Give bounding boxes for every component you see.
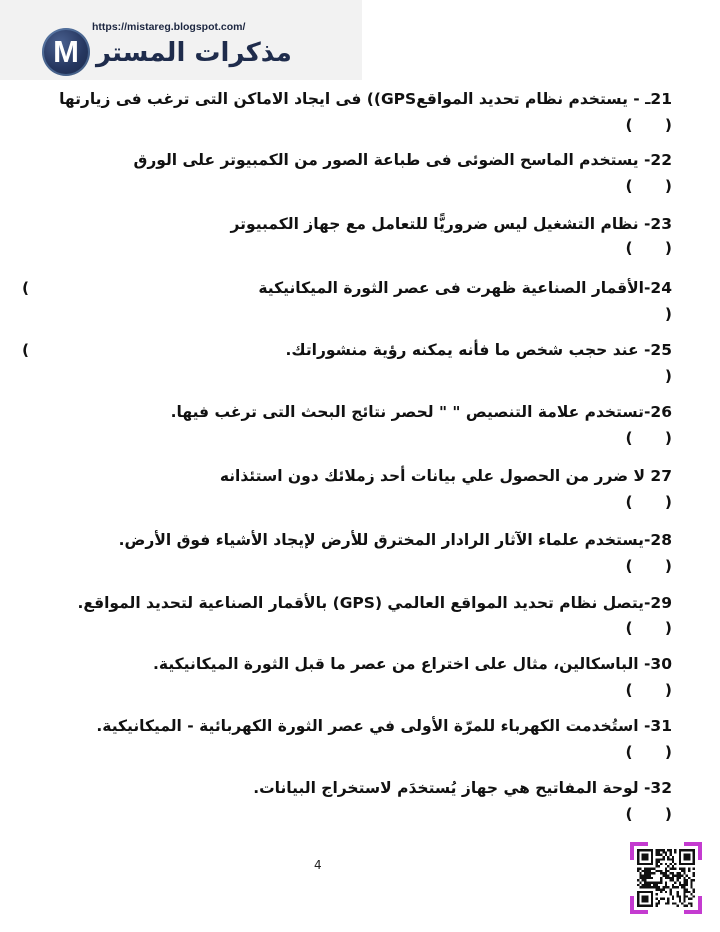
question-32-answer: ( ) (625, 805, 672, 823)
question-22-text: 22- يستخدم الماسح الضوئى فى طباعة الصور من الكمبيوتر على الورق (133, 151, 672, 169)
question-28-answer: ( ) (625, 557, 672, 575)
question-24-answer-open: ( (22, 279, 30, 297)
question-21-text: 21ـ - يستخدم نظام تحديد المواقعGPS)) فى ايجاد الاماكن التى ترغب فى زيارتها (59, 90, 672, 108)
question-29-answer: ( ) (625, 619, 672, 637)
brand-name: مذكرات المستر (96, 38, 292, 68)
qr-code-frame (630, 842, 702, 914)
question-22-answer: ( ) (625, 177, 672, 195)
question-25-answer-open: ( (22, 341, 30, 359)
question-30-text: 30- الباسكالين، مثال على اختراع من عصر ما قبل الثورة الميكانيكية. (153, 655, 672, 673)
question-29-text: 29-يتصل نظام تحديد المواقع العالمي (GPS) بالأقمار الصناعية لتحديد المواقع. (77, 594, 672, 612)
page-number: 4 (314, 858, 322, 872)
question-21-answer: ( ) (625, 116, 672, 134)
logo-mark: M (53, 34, 79, 69)
question-31-answer: ( ) (625, 743, 672, 761)
question-26-answer: ( ) (625, 429, 672, 447)
question-27-text: 27 لا ضرر من الحصول علي بيانات أحد زملائك دون استئذانه (219, 467, 672, 485)
question-31-text: 31- استُخدمت الكهرباء للمرّة الأولى في عصر الثورة الكهربائية - الميكانيكية. (96, 717, 672, 735)
site-url: https://mistareg.blogspot.com/ (92, 21, 246, 33)
brand-m-logo-icon (42, 28, 90, 76)
question-24-text: 24-الأقمار الصناعية ظهرت فى عصر الثورة الميكانيكية (258, 279, 672, 297)
question-25-text: 25- عند حجب شخص ما فأنه يمكنه رؤية منشوراتك. (285, 341, 672, 359)
question-24-answer-close: ) (664, 305, 672, 323)
question-23-answer: ( ) (625, 239, 672, 257)
question-27-answer: ( ) (625, 493, 672, 511)
qr-code-icon (637, 849, 695, 907)
question-25-answer-close: ) (664, 367, 672, 385)
question-23-text: 23- نظام التشغيل ليس ضروريًّا للتعامل مع جهاز الكمبيوتر (230, 215, 672, 233)
question-30-answer: ( ) (625, 681, 672, 699)
question-26-text: 26-تستخدم علامة التنصيص " " لحصر نتائج البحث التى ترغب فيها. (170, 403, 672, 421)
question-28-text: 28-يستخدم علماء الآثار الرادار المخترق للأرض لإيجاد الأشياء فوق الأرض. (118, 531, 672, 549)
question-32-text: 32- لوحة المفاتيح هي جهاز يُستخدَم لاستخراج البيانات. (253, 779, 672, 797)
